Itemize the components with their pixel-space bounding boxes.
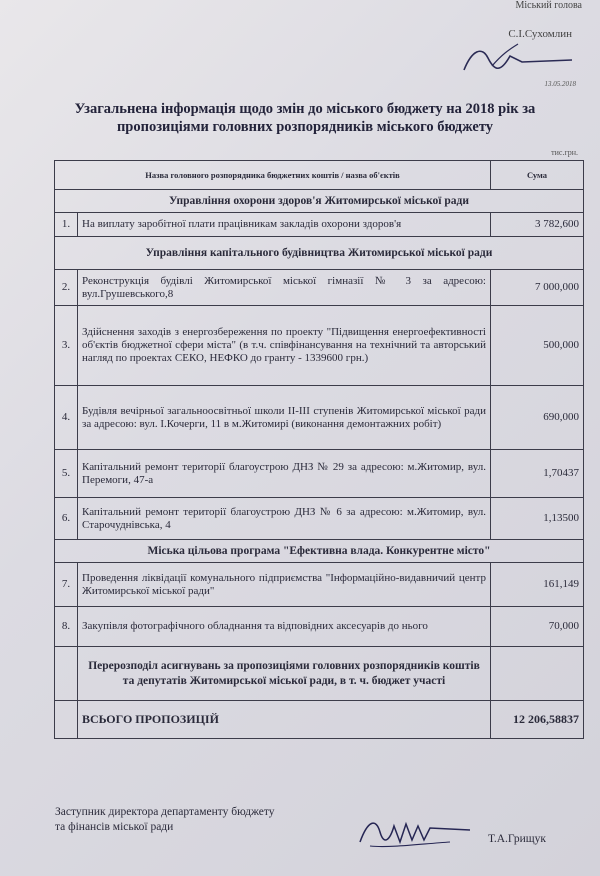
row-sum: 70,000: [491, 607, 584, 647]
header-name: Назва головного розпорядника бюджетних коштів / назва об'єктів: [55, 161, 491, 190]
table-row: [55, 498, 584, 540]
document-title: Узагальнена інформація щодо змін до міського бюджету на 2018 рік за пропозиціями головних розпорядників міського бюджету: [74, 101, 536, 135]
row-number: 3.: [55, 306, 78, 386]
table-header: [55, 161, 584, 190]
redistribution-text: Перерозподіл асигнувань за пропозиціями головних розпорядників коштів та депутатів Житомирської міської ради, в т. ч. бюджет участі: [78, 647, 491, 701]
row-text: Проведення ліквідації комунального підприємства "Інформаційно-видавничий центр Житомирської міської ради": [78, 563, 491, 607]
section-construction: Управління капітального будівництва Житомирської міської ради: [55, 237, 584, 270]
total-row: [55, 701, 584, 739]
section-program: Міська цільова програма "Ефективна влада. Конкурентне місто": [55, 540, 584, 563]
row-number: 7.: [55, 563, 78, 607]
footer-signatory: [55, 805, 275, 835]
section-row: [55, 237, 584, 270]
row-number: 4.: [55, 386, 78, 450]
table-row: [55, 213, 584, 237]
row-sum: 1,70437: [491, 450, 584, 498]
table-row: [55, 306, 584, 386]
footer-line-1: Заступник директора департаменту бюджету: [55, 806, 275, 818]
row-number: 2.: [55, 270, 78, 306]
row-sum: 1,13500: [491, 498, 584, 540]
budget-table: [54, 160, 584, 739]
section-row: [55, 190, 584, 213]
approval-name: С.І.Сухомлин: [508, 28, 572, 40]
table-row: [55, 270, 584, 306]
row-number: 6.: [55, 498, 78, 540]
row-text: Капітальний ремонт території благоустрою ДНЗ № 29 за адресою: м.Житомир, вул. Перемоги, 47-а: [78, 450, 491, 498]
row-text: Будівля вечірньої загальноосвітньої школи II-III ступенів Житомирської міської ради за адресою: вул. І.Кочерги, 11 в м.Житомирі (виконання демонтажних робіт): [78, 386, 491, 450]
row-sum: 690,000: [491, 386, 584, 450]
row-number: 5.: [55, 450, 78, 498]
redistribution-row: [55, 647, 584, 701]
approval-signature: [452, 40, 582, 76]
section-row: [55, 540, 584, 563]
row-sum: 161,149: [491, 563, 584, 607]
approval-position: Міський голова: [515, 0, 582, 11]
table-row: [55, 386, 584, 450]
row-sum: 3 782,600: [491, 213, 584, 237]
row-number: 8.: [55, 607, 78, 647]
approval-date: 13.05.2018: [544, 80, 576, 88]
footer-name: Т.А.Грищук: [488, 833, 546, 845]
section-health: Управління охорони здоров'я Житомирської міської ради: [55, 190, 584, 213]
row-sum: 7 000,000: [491, 270, 584, 306]
row-text: Реконструкція будівлі Житомирської міської гімназії № 3 за адресою: вул.Грушевського,8: [78, 270, 491, 306]
table-row: [55, 450, 584, 498]
row-text: Капітальний ремонт території благоустрою ДНЗ № 6 за адресою: м.Житомир, вул. Старочуднівська, 4: [78, 498, 491, 540]
total-sum: 12 206,58837: [491, 701, 584, 739]
footer-signature: [350, 812, 480, 852]
row-text: Здійснення заходів з енергозбереження по проекту "Підвищення енергоефективності об'єктів бюджетної сфери міста" (в т.ч. співфінансування на технічний та авторський нагляд по проектах СЕКО, НЕФКО до гранту - 1339600 грн.): [78, 306, 491, 386]
row-sum: 500,000: [491, 306, 584, 386]
header-sum: Сума: [491, 161, 584, 190]
units-label: тис.грн.: [551, 148, 578, 157]
table-row: [55, 607, 584, 647]
footer-line-2: та фінансів міської ради: [55, 821, 174, 833]
row-text: На виплату заробітної плати працівникам закладів охорони здоров'я: [78, 213, 491, 237]
row-text: Закупівля фотографічного обладнання та відповідних аксесуарів до нього: [78, 607, 491, 647]
table-row: [55, 563, 584, 607]
row-number: 1.: [55, 213, 78, 237]
total-label: ВСЬОГО ПРОПОЗИЦІЙ: [78, 701, 491, 739]
